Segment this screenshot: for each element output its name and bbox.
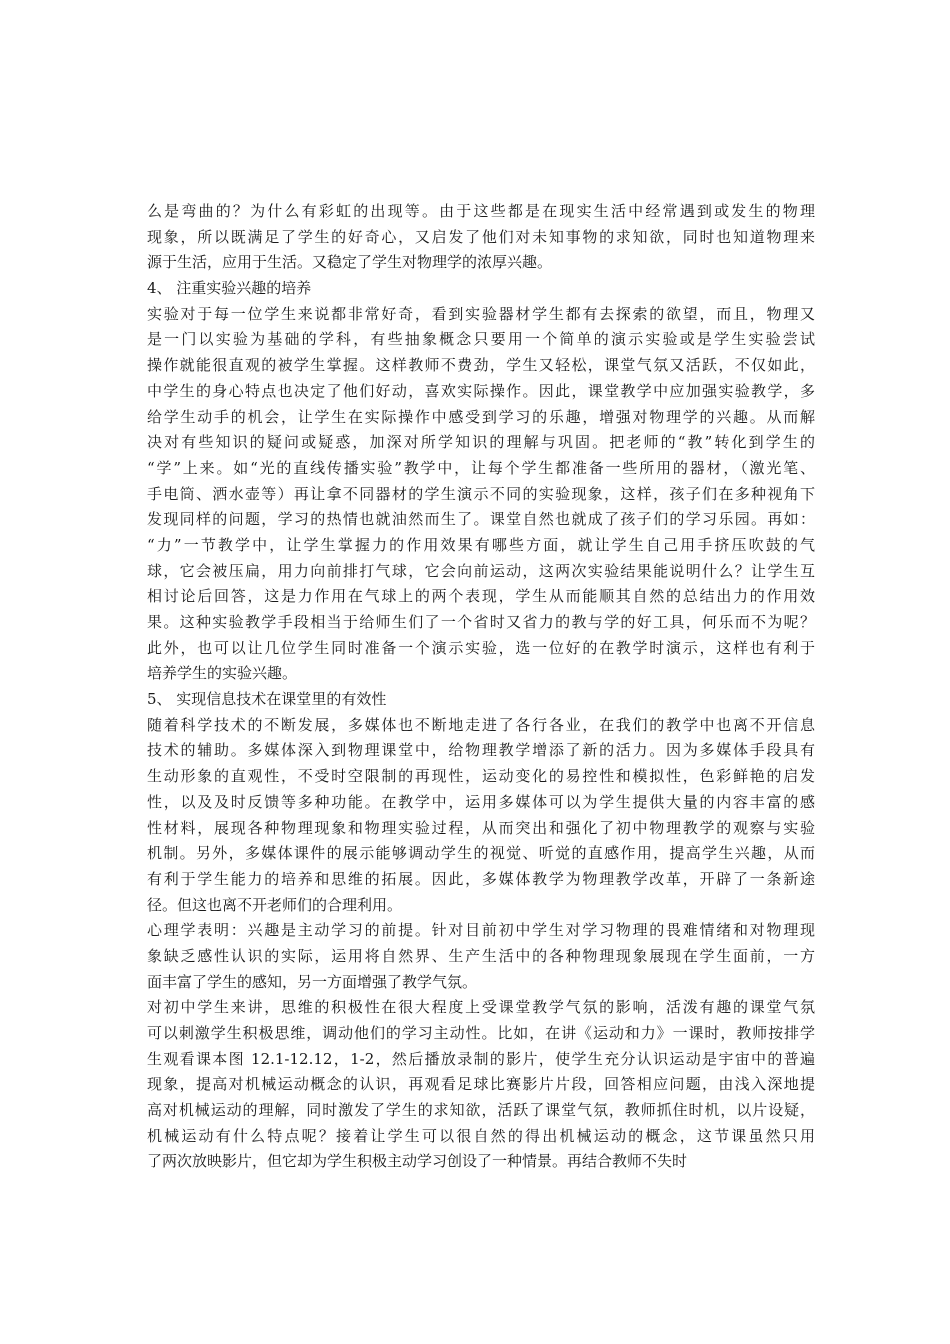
text-line: 给学生动手的机会，让学生在实际操作中感受到学习的乐趣，增强对物理学的兴趣。从而解 xyxy=(147,407,815,426)
text-line: “力”一节教学中，让学生掌握力的作用效果有哪些方面，就让学生自己用手挤压吹鼓的气 xyxy=(147,535,815,554)
text-line: 性材料，展现各种物理现象和物理实验过程，从而突出和强化了初中物理教学的观察与实验 xyxy=(147,818,815,837)
document-body xyxy=(147,199,815,1175)
text-line: 面丰富了学生的感知，另一方面增强了教学气氛。 xyxy=(147,972,478,991)
text-line: 性，以及及时反馈等多种功能。在教学中，运用多媒体可以为学生提供大量的内容丰富的感 xyxy=(147,792,815,811)
text-line: 此外，也可以让几位学生同时准备一个演示实验，选一位好的在教学时演示，这样也有利于 xyxy=(147,638,815,657)
text-line: 对初中学生来讲，思维的积极性在很大程度上受课堂教学气氛的影响，活泼有趣的课堂气氛 xyxy=(147,998,815,1017)
text-line: 培养学生的实验兴趣。 xyxy=(147,664,298,683)
text-line: 源于生活，应用于生活。又稳定了学生对物理学的浓厚兴趣。 xyxy=(147,253,553,272)
text-line: 现象，所以既满足了学生的好奇心，又启发了他们对未知事物的求知欲，同时也知道物理来 xyxy=(147,227,815,246)
text-line: 随着科学技术的不断发展，多媒体也不断地走进了各行各业，在我们的教学中也离不开信息 xyxy=(147,715,815,734)
text-line: 相讨论后回答，这是力作用在气球上的两个表现，学生从而能顺其自然的总结出力的作用效 xyxy=(147,587,815,606)
text-line: 决对有些知识的疑问或疑惑，加深对所学知识的理解与巩固。把老师的“教”转化到学生的 xyxy=(147,433,815,452)
text-line: 有利于学生能力的培养和思维的拓展。因此，多媒体教学为物理教学改革，开辟了一条新途 xyxy=(147,869,815,888)
text-line: 径。但这也离不开老师们的合理利用。 xyxy=(147,895,403,914)
text-line: 手电筒、洒水壶等）再让拿不同器材的学生演示不同的实验现象，这样，孩子们在多种视角下 xyxy=(147,484,815,503)
text-line: 技术的辅助。多媒体深入到物理课堂中，给物理教学增添了新的活力。因为多媒体手段具有 xyxy=(147,741,815,760)
text-line: 现象，提高对机械运动概念的认识，再观看足球比赛影片片段，回答相应问题，由浅入深地提 xyxy=(147,1075,815,1094)
text-line: 了两次放映影片，但它却为学生积极主动学习创设了一种情景。再结合教师不失时 xyxy=(147,1152,688,1171)
text-line: 果。这种实验教学手段相当于给师生们了一个省时又省力的教与学的好工具，何乐而不为呢？ xyxy=(147,613,815,631)
text-line: 中学生的身心特点也决定了他们好动，喜欢实际操作。因此，课堂教学中应加强实验教学，多 xyxy=(147,381,815,400)
text-line: 是一门以实验为基础的学科，有些抽象概念只要用一个简单的演示实验或是学生实验尝试 xyxy=(147,330,815,349)
text-line: 生观看课本图 12.1-12.12，1-2，然后播放录制的影片，使学生充分认识运动是宇宙中的普遍 xyxy=(147,1049,815,1068)
text-line: 球，它会被压扁，用力向前排打气球，它会向前运动，这两次实验结果能说明什么？让学生互 xyxy=(147,561,815,580)
text-line: 么是弯曲的？为什么有彩虹的出现等。由于这些都是在现实生活中经常遇到或发生的物理 xyxy=(147,202,815,220)
text-line: 机制。另外，多媒体课件的展示能够调动学生的视觉、听觉的直感作用，提高学生兴趣，从而 xyxy=(147,844,815,863)
text-line: 操作就能很直观的被学生掌握。这样教师不费劲，学生又轻松，课堂气氛又活跃，不仅如此， xyxy=(147,356,815,375)
text-line: 实验对于每一位学生来说都非常好奇，看到实验器材学生都有去探索的欲望，而且，物理又 xyxy=(147,304,815,323)
text-line: 高对机械运动的理解，同时激发了学生的求知欲，活跃了课堂气氛，教师抓住时机，以片设疑， xyxy=(147,1101,815,1120)
text-line: 生动形象的直观性，不受时空限制的再现性，运动变化的易控性和模拟性，色彩鲜艳的启发 xyxy=(147,767,815,786)
text-line: 机械运动有什么特点呢？接着让学生可以很自然的得出机械运动的概念，这节课虽然只用 xyxy=(147,1126,815,1145)
text-line: 心理学表明：兴趣是主动学习的前提。针对目前初中学生对学习物理的畏难情绪和对物理现 xyxy=(147,921,815,940)
text-line: 发现同样的问题，学习的热情也就油然而生了。课堂自然也就成了孩子们的学习乐园。再如： xyxy=(147,510,815,529)
section-heading: 4、 注重实验兴趣的培养 xyxy=(147,279,312,298)
text-line: 象缺乏感性认识的实际，运用将自然界、生产生活中的各种物理现象展现在学生面前，一方 xyxy=(147,946,815,965)
section-heading: 5、 实现信息技术在课堂里的有效性 xyxy=(147,690,387,709)
text-line: 可以刺激学生积极思维，调动他们的学习主动性。比如，在讲《运动和力》一课时，教师按排学 xyxy=(147,1024,815,1042)
text-line: “学”上来。如“光的直线传播实验”教学中，让每个学生都准备一些所用的器材，（激光笔、 xyxy=(147,458,815,477)
